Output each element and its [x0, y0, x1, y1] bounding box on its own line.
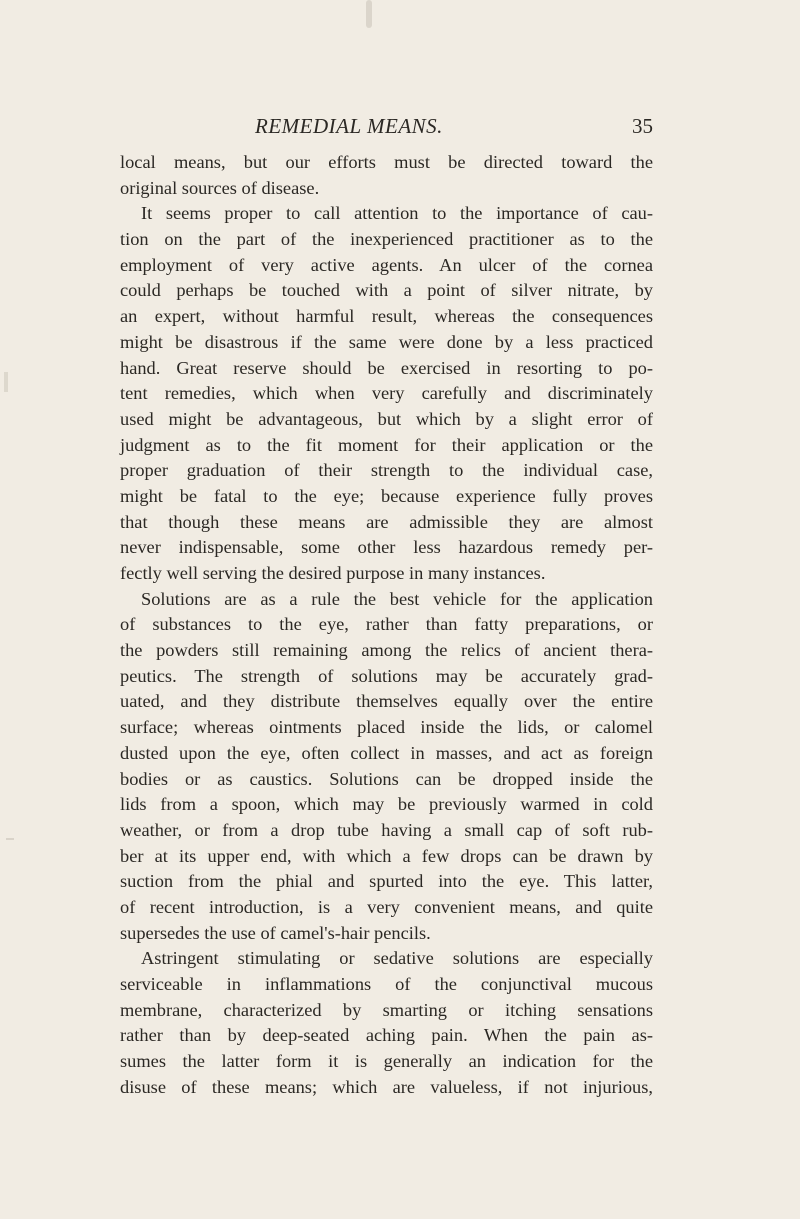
text-line: of recent introduction, is a very convenient means, and quite [120, 896, 653, 917]
text-line: never indispensable, some other less hazardous remedy per- [120, 537, 653, 558]
text-line: membrane, characterized by smarting or itching sensations [120, 999, 653, 1020]
running-title: REMEDIAL MEANS. [255, 114, 443, 138]
scan-smudge [4, 372, 8, 392]
text-line: could perhaps be touched with a point of silver nitrate, by [120, 280, 653, 301]
text-line: lids from a spoon, which may be previously warmed in cold [120, 794, 653, 815]
text-line: uated, and they distribute themselves equally over the entire [120, 691, 653, 712]
text-line: fectly well serving the desired purpose in many instances. [120, 563, 546, 583]
text-line: tion on the part of the inexperienced practitioner as to the [120, 229, 653, 250]
text-line: supersedes the use of camel's-hair pencils. [120, 922, 431, 943]
text-line: peutics. The strength of solutions may be accurately grad- [120, 665, 653, 686]
scan-smudge [6, 838, 14, 840]
text-line: employment of very active agents. An ulcer of the cornea [120, 254, 653, 275]
text-line: bodies or as caustics. Solutions can be dropped inside the [120, 768, 653, 789]
text-line: surface; whereas ointments placed inside the lids, or calomel [120, 717, 653, 738]
text-line: serviceable in inflammations of the conjunctival mucous [120, 974, 653, 994]
scan-smudge [366, 0, 372, 28]
text-line: judgment as to the fit moment for their application or the [120, 434, 653, 455]
text-line: Astringent stimulating or sedative solutions are especially [141, 948, 653, 969]
text-line: rather than by deep-seated aching pain. When the pain as- [120, 1025, 653, 1046]
text-line: weather, or from a drop tube having a small cap of soft rub- [120, 819, 653, 840]
text-line: proper graduation of their strength to the individual case, [120, 460, 653, 481]
text-line: disuse of these means; which are valueless, if not injurious, [120, 1076, 653, 1097]
text-line: of substances to the eye, rather than fatty preparations, or [120, 614, 653, 635]
page-number: 35 [632, 114, 653, 138]
text-line: It seems proper to call attention to the importance of cau- [141, 203, 653, 224]
text-line: might be disastrous if the same were done by a less practiced [120, 331, 653, 352]
text-line: that though these means are admissible they are almost [120, 511, 653, 532]
text-line: an expert, without harmful result, whereas the consequences [120, 306, 653, 327]
text-line: might be fatal to the eye; because experience fully proves [120, 485, 653, 506]
text-line: dusted upon the eye, often collect in masses, and act as foreign [120, 742, 653, 763]
text-line: hand. Great reserve should be exercised in resorting to po- [120, 357, 653, 378]
text-line: suction from the phial and spurted into the eye. This latter, [120, 871, 653, 892]
text-line: original sources of disease. [120, 177, 320, 198]
body-text [120, 150, 653, 1100]
text-line: the powders still remaining among the relics of ancient thera- [120, 640, 653, 661]
page-header [120, 114, 653, 144]
text-line: ber at its upper end, with which a few drops can be drawn by [120, 845, 653, 866]
text-line: tent remedies, which when very carefully and discriminately [120, 383, 653, 404]
text-line: local means, but our efforts must be directed toward the [120, 152, 653, 172]
text-line: Solutions are as a rule the best vehicle for the application [141, 588, 653, 609]
text-line: sumes the latter form it is generally an indication for the [120, 1051, 653, 1072]
text-line: used might be advantageous, but which by a slight error of [120, 408, 653, 429]
